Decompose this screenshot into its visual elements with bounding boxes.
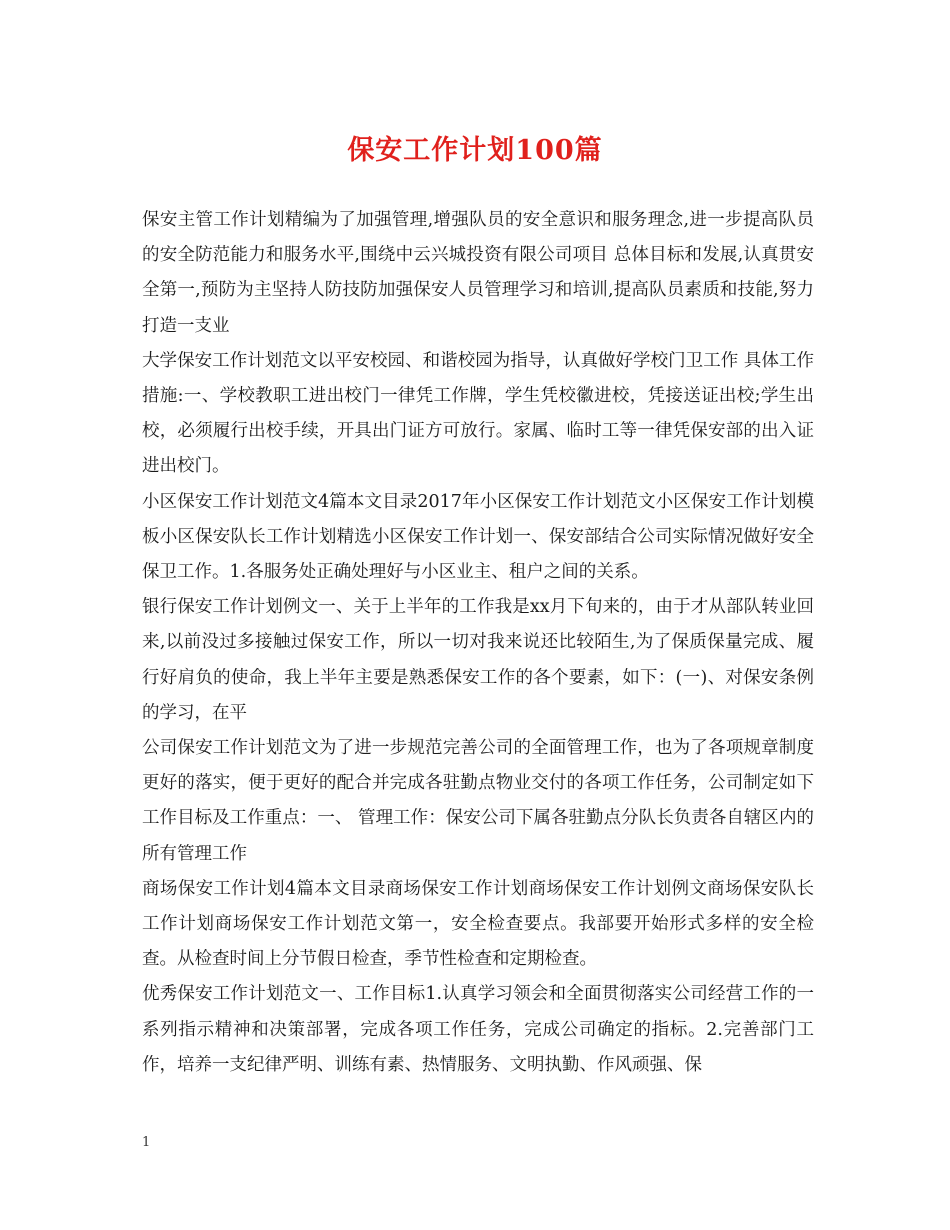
paragraph-security-supervisor-plan: 保安主管工作计划精编为了加强管理,增强队员的安全意识和服务理念,进一步提高队员的安全防范能力和服务水平,围绕中云兴城投资有限公司项目 总体目标和发展,认真贯安全第一,预防为主坚持人防技防加强保安人员管理学习和培训,提高队员素质和技能,努力打造一支业	[142, 210, 814, 336]
page-number: 1	[142, 1135, 151, 1150]
paragraph-community-security-plan: 小区保安工作计划范文4篇本文目录2017年小区保安工作计划范文小区保安工作计划模板小区保安队长工作计划精选小区保安工作计划一、保安部结合公司实际情况做好安全保卫工作。1.各服务处正确处理好与小区业主、租户之间的关系。	[142, 491, 814, 583]
paragraph-excellent-security-plan: 优秀保安工作计划范文一、工作目标1.认真学习领会和全面贯彻落实公司经营工作的一系列指示精神和决策部署，完成各项工作任务，完成公司确定的指标。2.完善部门工作，培养一支纪律严明、训练有素、热情服务、文明执勤、作风顽强、保	[142, 984, 814, 1075]
paragraph-company-security-plan: 公司保安工作计划范文为了进一步规范完善公司的全面管理工作，也为了各项规章制度更好的落实，便于更好的配合并完成各驻勤点物业交付的各项工作任务，公司制定如下工作目标及工作重点：一、 管理工作：保安公司下属各驻勤点分队长负责各自辖区内的所有管理工作	[142, 738, 814, 864]
paragraph-bank-security-plan: 银行保安工作计划例文一、关于上半年的工作我是xx月下旬来的，由于才从部队转业回来,以前没过多接触过保安工作，所以一切对我来说还比较陌生,为了保质保量完成、履行好肩负的使命，我上半年主要是熟悉保安工作的各个要素，如下：(一)、对保安条例的学习，在平	[142, 597, 814, 723]
document-body	[142, 203, 814, 1083]
document-title: 保安工作计划100篇	[347, 135, 603, 166]
paragraph-mall-security-plan: 商场保安工作计划4篇本文目录商场保安工作计划商场保安工作计划例文商场保安队长工作计划商场保安工作计划范文第一，安全检查要点。我部要开始形式多样的安全检查。从检查时间上分节假日检查，季节性检查和定期检查。	[142, 878, 814, 970]
paragraph-university-security-plan: 大学保安工作计划范文以平安校园、和谐校园为指导，认真做好学校门卫工作 具体工作措施:一、学校教职工进出校门一律凭工作牌，学生凭校徽进校，凭接送证出校;学生出校，必须履行出校手续，开具出门证方可放行。家属、临时工等一律凭保安部的出入证进出校门。	[142, 350, 814, 477]
